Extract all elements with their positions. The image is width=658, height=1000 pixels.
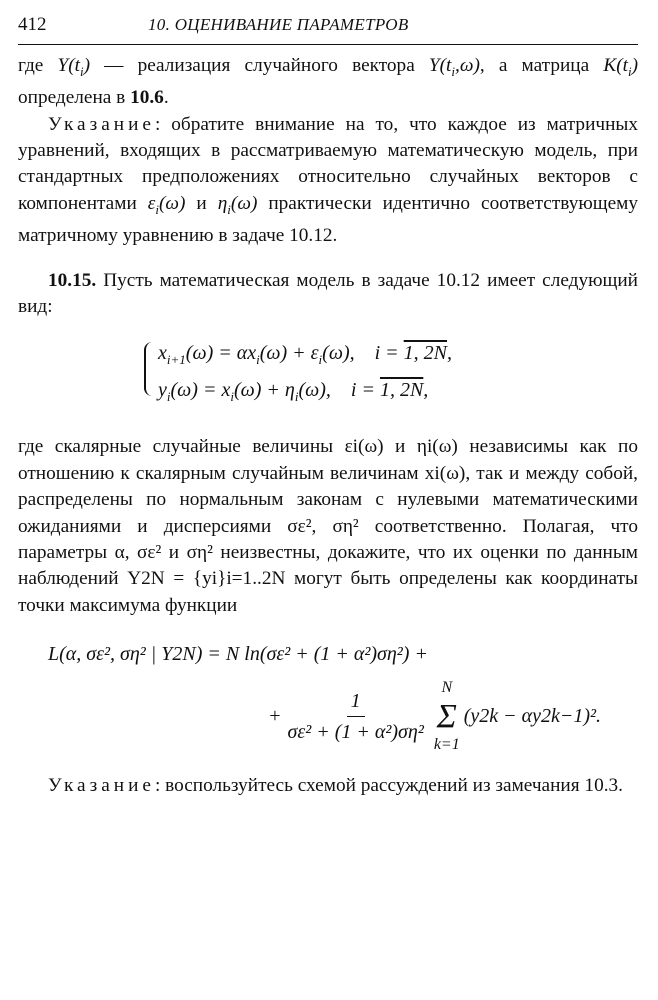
running-header xyxy=(18,14,638,45)
sum-sign: N Σ k=1 xyxy=(433,679,460,753)
page-body xyxy=(18,53,638,800)
hint-label: Указание xyxy=(48,113,155,135)
fraction: $\frac{1}{\text{σε² + (1 + α²)ση²}}$ xyxy=(287,689,424,744)
equation-system xyxy=(144,338,638,412)
formula-line-1: L(α, σε², ση² | Y2N) = N ln(σε² + (1 + α²)ση²) + xyxy=(48,643,428,666)
paragraph-hint-2: Указание: воспользуйтесь схемой рассуждений из замечания 10.3. xyxy=(48,775,623,797)
paragraph-1: где $Y(t_i)$ — реализация случайного вектора $Y(t_i,\omega)$, а матрица $K(t_i)$ определена в 10.6. xyxy=(18,55,639,109)
paragraph-conditions: где скалярные случайные величины εi(ω) и ηi(ω) независимы как по отношению к скалярным случайным величинам xi(ω), так и между собой, распределены по нормальным законам с нулевыми математическими ожиданиями и дисперсиями σε², ση² соответственно. Полагая, что параметры α, σε² и ση² неизвестны, докажите, что их оценки по данным наблюдений Y2N = {yi}i=1..2N могут быть определены как координаты точки максимума функции xyxy=(18,436,638,616)
system-line-2: $y_i(\omega) = x_i(\omega) + \eta_i(\omega)$, i = 1, 2N, xyxy=(158,379,429,405)
problem-10-15: 10.15. Пусть математическая модель в задаче 10.12 имеет следующий вид: xyxy=(18,269,638,317)
likelihood-formula xyxy=(18,641,638,753)
running-title: 10. ОЦЕНИВАНИЕ ПАРАМЕТРОВ xyxy=(148,15,409,34)
left-brace xyxy=(144,342,155,396)
hint-label-2: Указание xyxy=(48,775,155,797)
formula-line-2: + $\frac{1}{\text{σε² + (1 + α²)ση²}}$ N Σ k=1 (y2k − αy2k−1)². xyxy=(268,675,601,758)
page xyxy=(18,14,638,800)
problem-number: 10.15. xyxy=(48,269,97,291)
section-reference: 10.6 xyxy=(130,87,164,109)
system-line-1: $x_{i+1}(\omega) = \alpha x_i(\omega) + \varepsilon_i(\omega)$, i = 1, 2N, xyxy=(158,342,453,368)
paragraph-hint-1: Указание: обратите внимание на то, что каждое из матричных уравнений, входящих в рассматриваемую математическую модель, при стандартных предположениях относительно случайных векторов с компонентами $\varepsilon_i(\omega)$ и $\eta_i(\omega)$ практически идентично соответствующему матричному уравнению в задаче 10.12. xyxy=(18,113,638,247)
page-number: 412 xyxy=(18,14,47,35)
